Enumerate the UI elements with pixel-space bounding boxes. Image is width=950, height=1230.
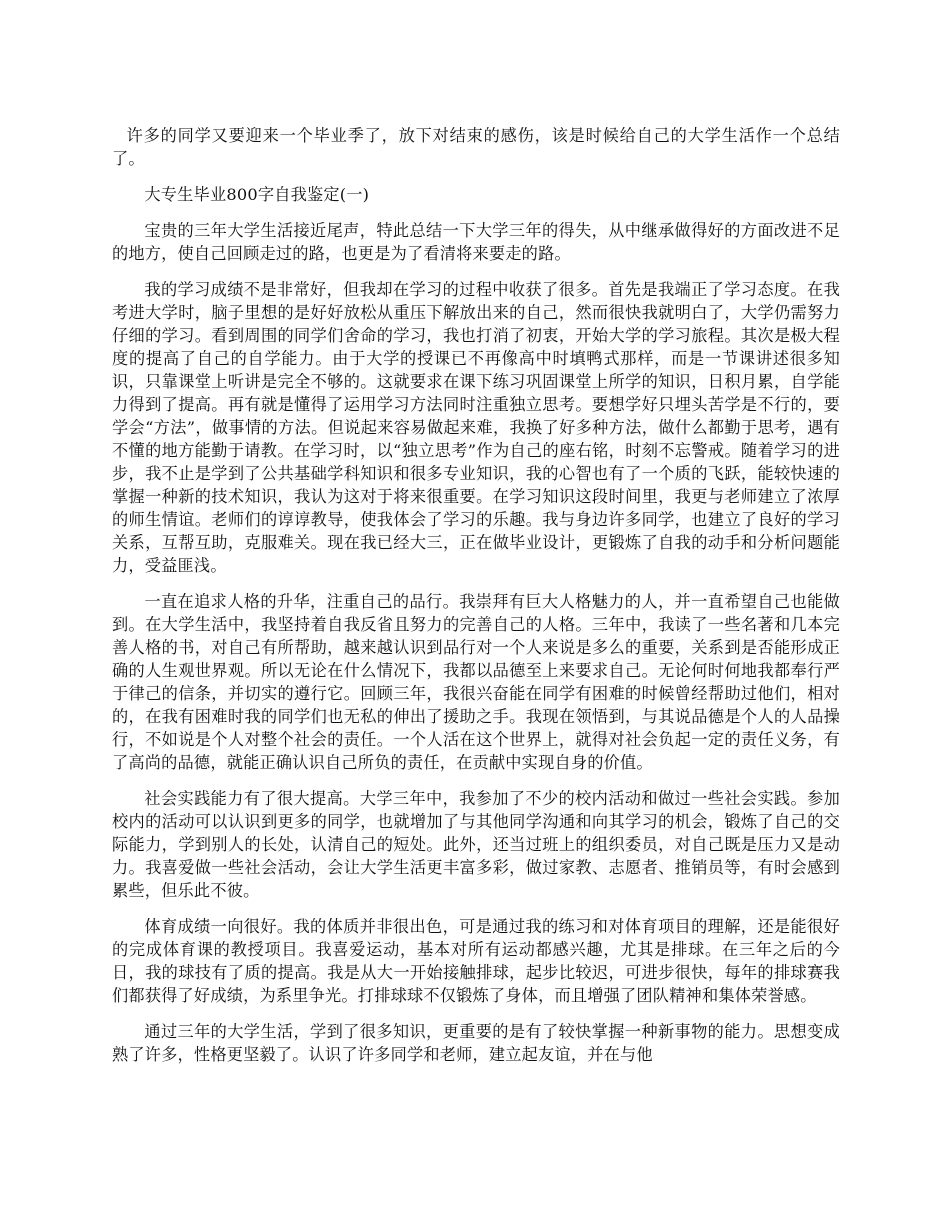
intro-paragraph: 许多的同学又要迎来一个毕业季了，放下对结束的感伤，该是时候给自己的大学生活作一个总结了。 <box>112 126 840 168</box>
body-paragraph: 社会实践能力有了很大提高。大学三年中，我参加了不少的校内活动和做过一些社会实践。参加校内的活动可以认识到更多的同学，也就增加了与其他同学沟通和向其学习的机会，锻炼了自己的交际能力，学到别人的长处，认清自己的短处。此外，还当过班上的组织委员，对自己既是压力又是动力。我喜爱做一些社会活动，会让大学生活更丰富多彩，做过家教、志愿者、推销员等，有时会感到累些，但乐此不彼。 <box>112 789 840 900</box>
section-heading: 大专生毕业800字自我鉴定(一) <box>144 185 370 204</box>
body-paragraph: 宝贵的三年大学生活接近尾声，特此总结一下大学三年的得失，从中继承做得好的方面改进不足的地方，使自己回顾走过的路，也更是为了看清将来要走的路。 <box>112 221 840 263</box>
document-page <box>112 124 840 1079</box>
body-paragraph: 通过三年的大学生活，学到了很多知识，更重要的是有了较快掌握一种新事物的能力。思想变成熟了许多，性格更坚毅了。认识了许多同学和老师，建立起友谊，并在与他 <box>112 1022 840 1064</box>
body-paragraph: 一直在追求人格的升华，注重自己的品行。我崇拜有巨大人格魅力的人，并一直希望自己也能做到。在大学生活中，我坚持着自我反省且努力的完善自己的人格。三年中，我读了一些名著和几本完善人格的书，对自己有所帮助，越来越认识到品行对一个人来说是多么的重要，关系到是否能形成正确的人生观世界观。所以无论在什么情况下，我都以品德至上来要求自己。无论何时何地我都奉行严于律己的信条，并切实的遵行它。回顾三年，我很兴奋能在同学有困难的时候曾经帮助过他们，相对的，在我有困难时我的同学们也无私的伸出了援助之手。我现在领悟到，与其说品德是个人的人品操行，不如说是个人对整个社会的责任。一个人活在这个世界上，就得对社会负起一定的责任义务，有了高尚的品德，就能正确认识自己所负的责任，在贡献中实现自身的价值。 <box>112 592 840 772</box>
body-paragraph: 体育成绩一向很好。我的体质并非很出色，可是通过我的练习和对体育项目的理解，还是能很好的完成体育课的教授项目。我喜爱运动，基本对所有运动都感兴趣，尤其是排球。在三年之后的今日，我的球技有了质的提高。我是从大一开始接触排球，起步比较迟，可进步很快，每年的排球赛我们都获得了好成绩，为系里争光。打排球球不仅锻炼了身体，而且增强了团队精神和集体荣誉感。 <box>112 917 840 1005</box>
body-paragraph: 我的学习成绩不是非常好，但我却在学习的过程中收获了很多。首先是我端正了学习态度。在我考进大学时，脑子里想的是好好放松从重压下解放出来的自己，然而很快我就明白了，大学仍需努力仔细的学习。看到周围的同学们舍命的学习，我也打消了初衷，开始大学的学习旅程。其次是极大程度的提高了自己的自学能力。由于大学的授课已不再像高中时填鸭式那样，而是一节课讲述很多知识，只靠课堂上听讲是完全不够的。这就要求在课下练习巩固课堂上所学的知识，日积月累，自学能力得到了提高。再有就是懂得了运用学习方法同时注重独立思考。要想学好只埋头苦学是不行的，要学会“方法”，做事情的方法。但说起来容易做起来难，我换了好多种方法，做什么都勤于思考，遇有不懂的地方能勤于请教。在学习时，以“独立思考”作为自己的座右铭，时刻不忘警戒。随着学习的进步，我不止是学到了公共基础学科知识和很多专业知识，我的心智也有了一个质的飞跃，能较快速的掌握一种新的技术知识，我认为这对于将来很重要。在学习知识这段时间里，我更与老师建立了浓厚的师生情谊。老师们的谆谆教导，使我体会了学习的乐趣。我与身边许多同学，也建立了良好的学习关系，互帮互助，克服难关。现在我已经大三，正在做毕业设计，更锻炼了自我的动手和分析问题能力，受益匪浅。 <box>112 280 840 575</box>
